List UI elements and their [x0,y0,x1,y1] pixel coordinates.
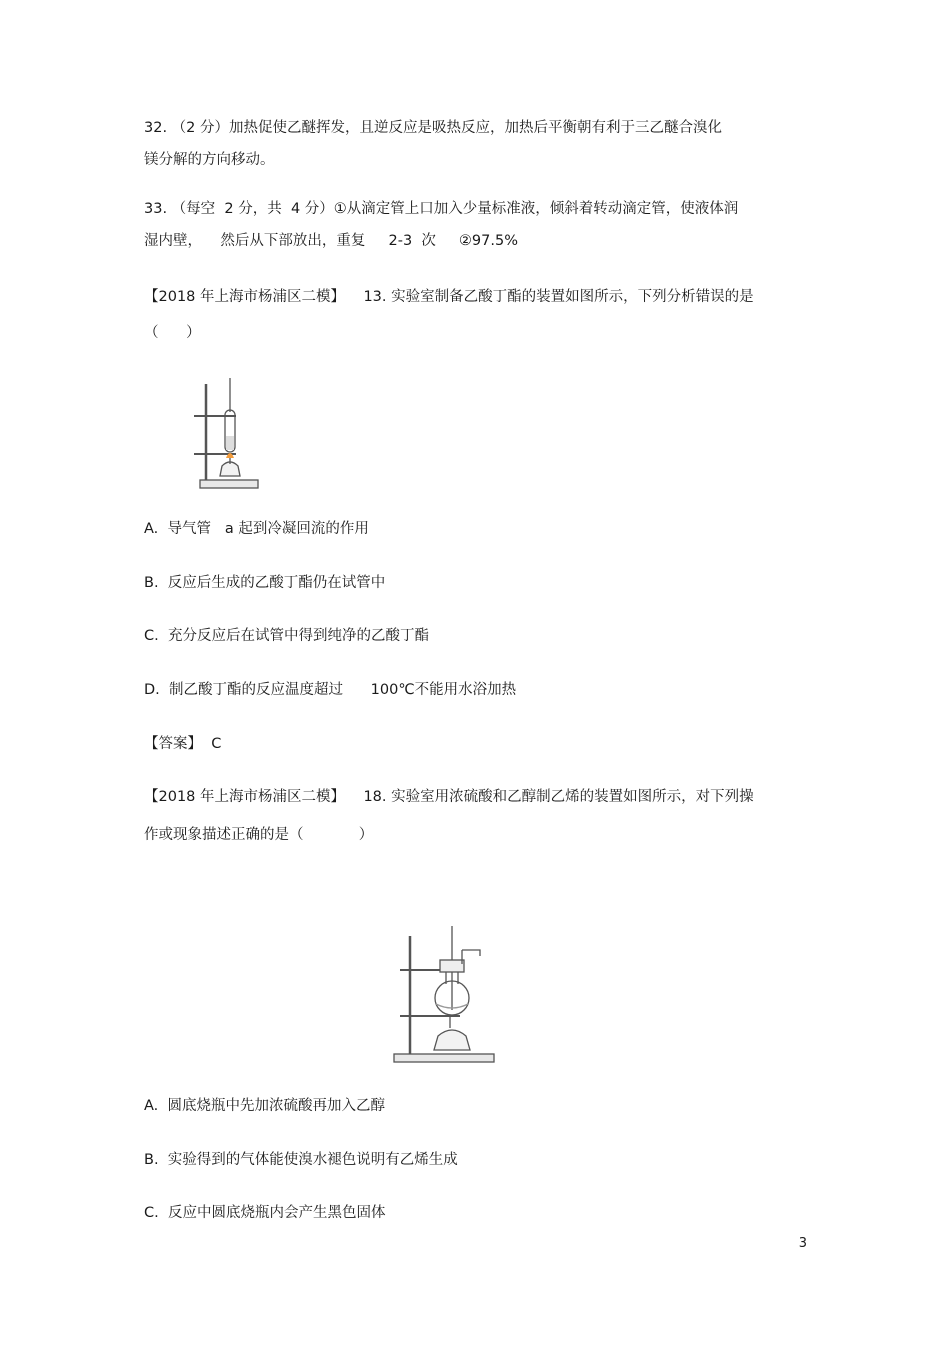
q18-stem-line-1: 【2018 年上海市杨浦区二模】 18. 实验室用浓硫酸和乙醇制乙烯的装置如图所示，对下列操 [144,789,754,805]
q13-option-a: A. 导气管 a 起到冷凝回流的作用 [144,521,369,537]
q13-option-b: B. 反应后生成的乙酸丁酯仍在试管中 [144,575,386,591]
ethylene-apparatus-figure [388,920,506,1068]
q13-stem-line-2: （ ） [144,325,201,341]
q33-line-1: 33. （每空 2 分，共 4 分）①从滴定管上口加入少量标准液，倾斜着转动滴定管，使液体润 [144,201,739,217]
q18-stem-line-2: 作或现象描述正确的是（ ） [144,827,374,843]
q18-option-a: A. 圆底烧瓶中先加浓硫酸再加入乙醇 [144,1098,385,1114]
page-number: 3 [798,1236,807,1251]
q13-option-c: C. 充分反应后在试管中得到纯净的乙酸丁酯 [144,628,429,644]
q33-line-2: 湿内壁， 然后从下部放出，重复 2-3 次 ②97.5% [144,233,518,249]
butyl-acetate-apparatus-figure [192,376,264,492]
q13-stem-line-1: 【2018 年上海市杨浦区二模】 13. 实验室制备乙酸丁酯的装置如图所示，下列分析错误的是 [144,289,754,305]
q13-answer: 【答案】 C [144,736,222,752]
q18-option-c: C. 反应中圆底烧瓶内会产生黑色固体 [144,1205,386,1221]
q32-line-2: 镁分解的方向移动。 [144,152,275,168]
q13-option-d: D. 制乙酸丁酯的反应温度超过 100℃不能用水浴加热 [144,682,517,698]
q18-option-b: B. 实验得到的气体能使溴水褪色说明有乙烯生成 [144,1152,458,1168]
q32-line-1: 32. （2 分）加热促使乙醚挥发，且逆反应是吸热反应，加热后平衡朝有利于三乙醚合溴化 [144,120,722,136]
